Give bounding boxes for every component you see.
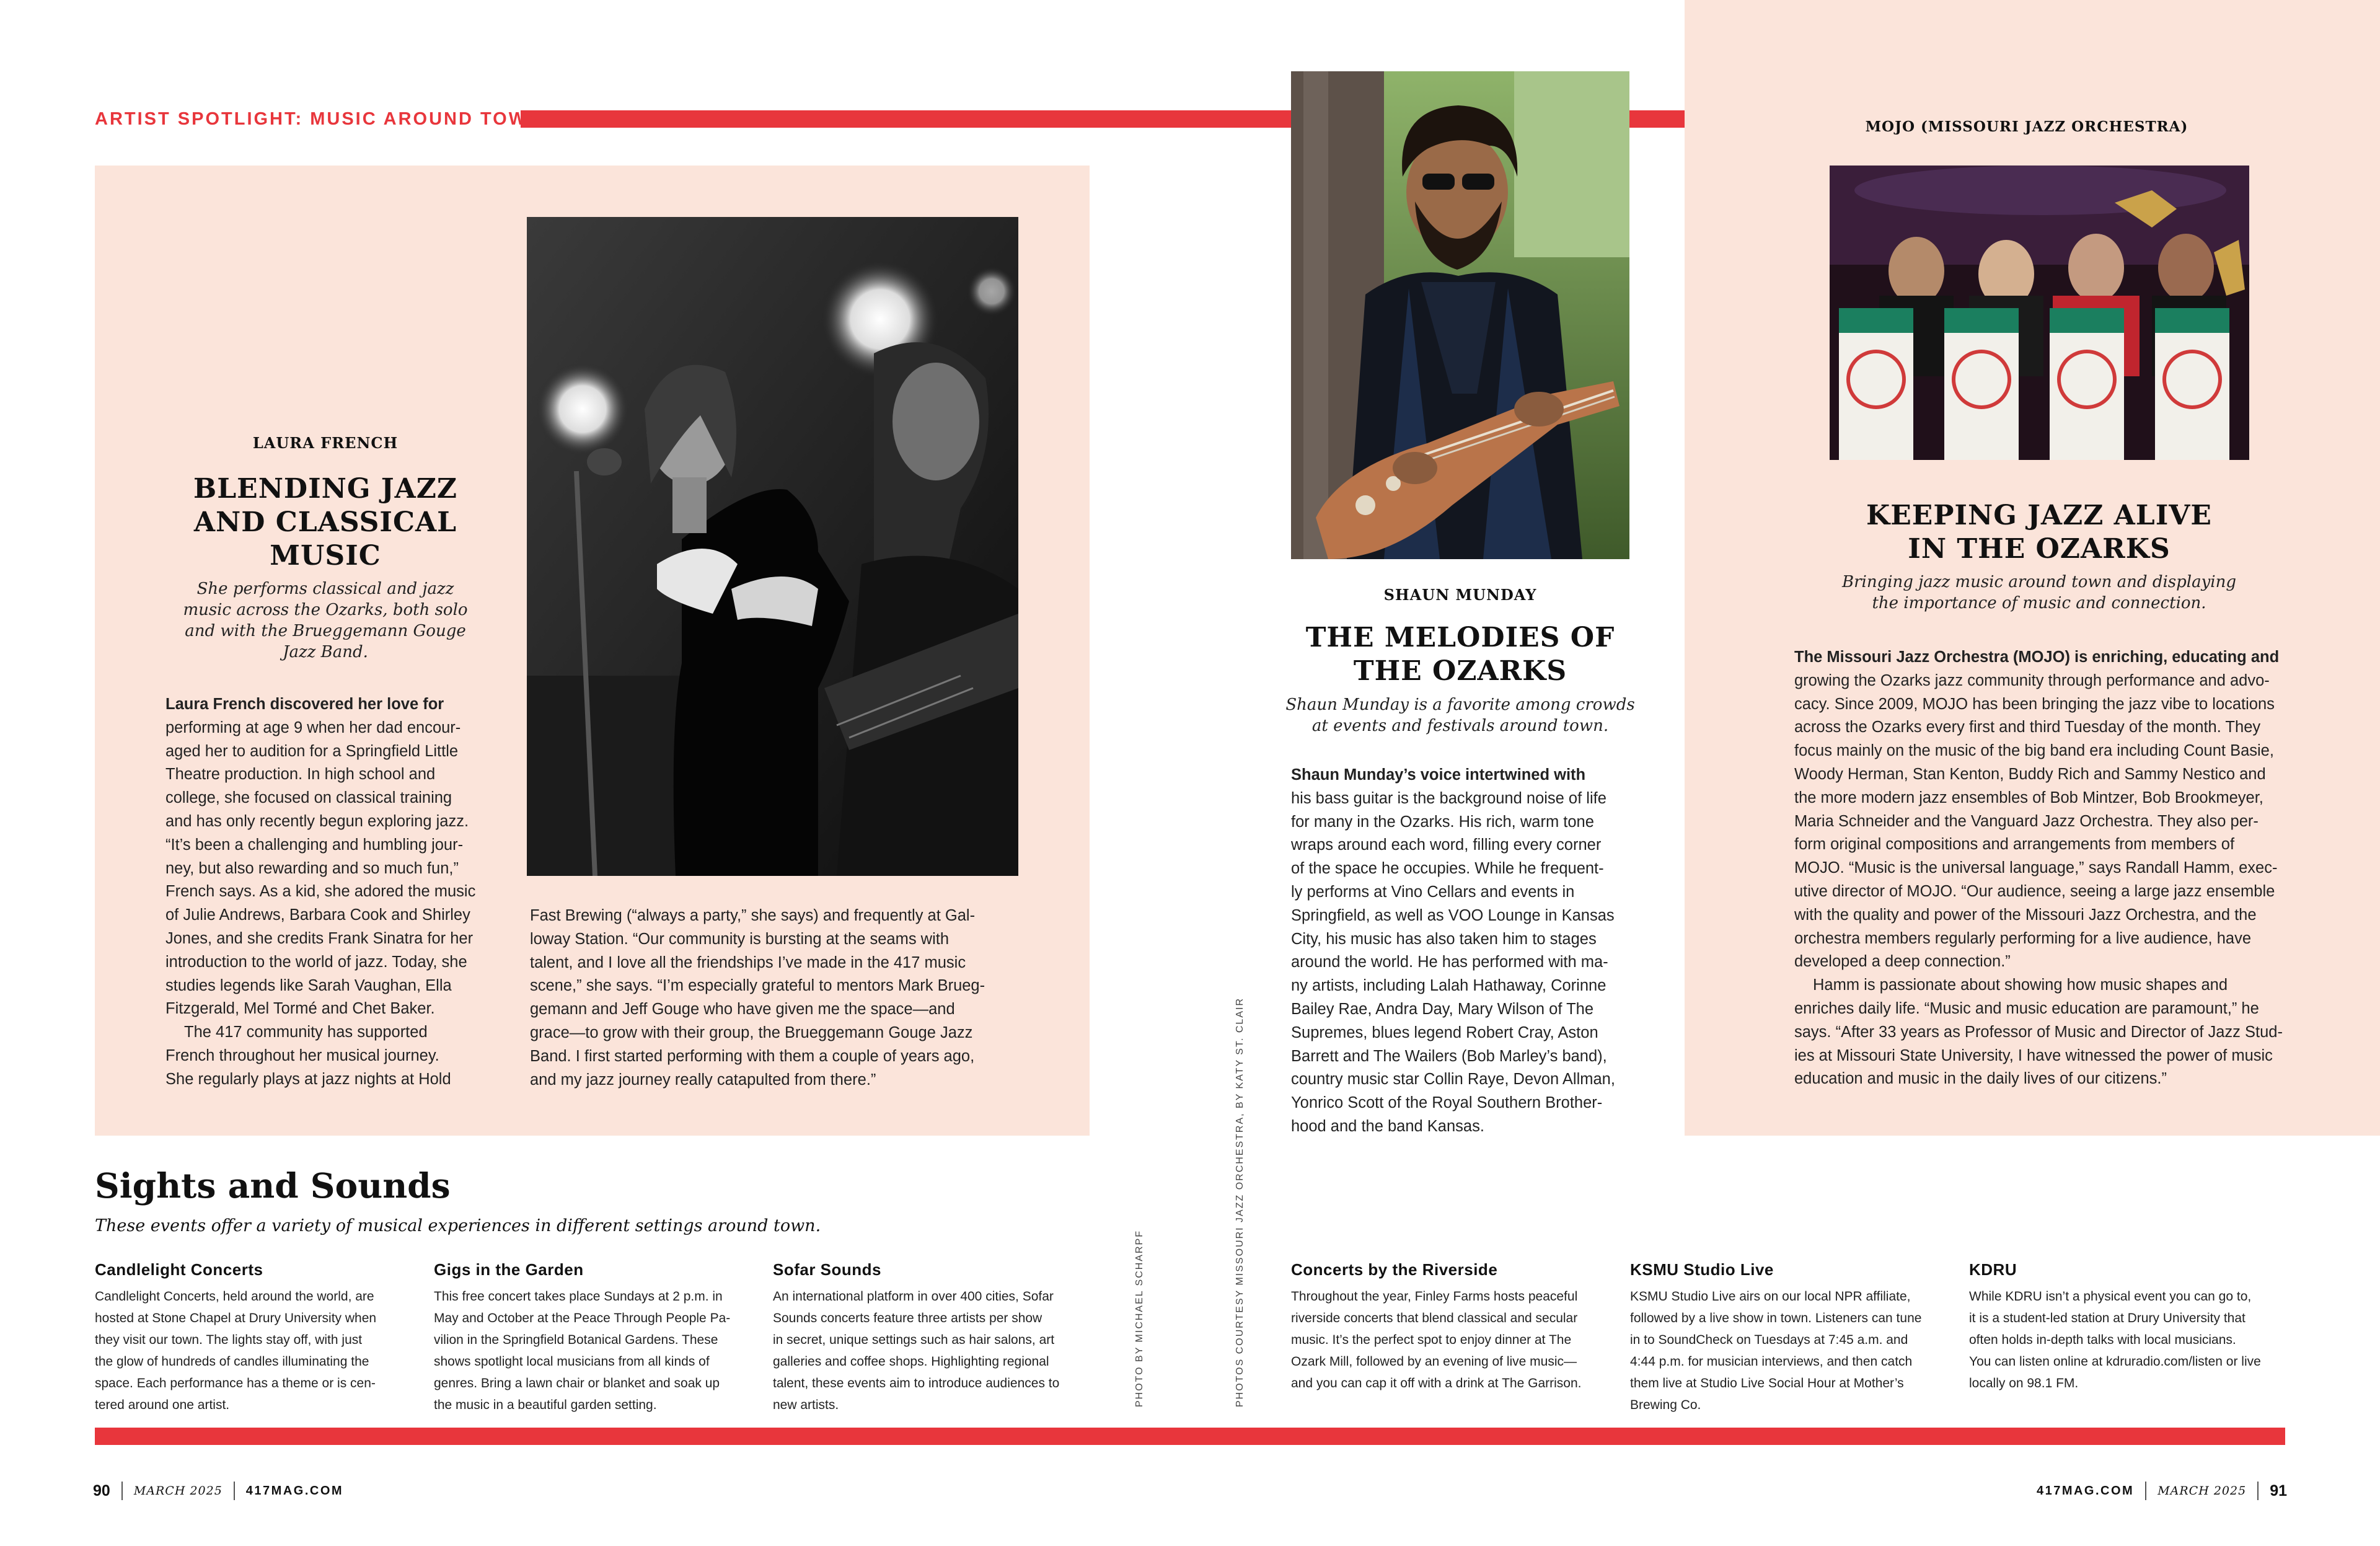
text-line: enriches daily life. “Music and music education are paramount,” he (1794, 999, 2259, 1017)
event-body (1291, 1286, 1613, 1394)
site-right: 417MAG.COM (2036, 1483, 2135, 1498)
laura-dek-line: and with the Brueggemann Gouge (185, 622, 466, 640)
sights-subtitle: These events offer a variety of musical experiences in different settings around town. (95, 1216, 821, 1235)
text-line: across the Ozarks every first and third Tuesday of the month. They (1794, 718, 2261, 736)
text-line: Sounds concerts feature three artists per show (773, 1311, 1042, 1325)
text-line: form original compositions and arrangements from members of (1794, 836, 2235, 854)
folio-divider (121, 1482, 123, 1500)
folio-divider (234, 1482, 235, 1500)
page-number-left: 90 (93, 1482, 110, 1500)
folio-left (93, 1482, 343, 1500)
text-line: introduction to the world of jazz. Today, she (165, 953, 467, 971)
text-line: new artists. (773, 1398, 839, 1412)
text-line: Fast Brewing (“always a party,” she says) and frequently at Gal- (530, 907, 976, 924)
text-line: ney, but also rewarding and so much fun,” (165, 859, 459, 877)
laura-dek-line: music across the Ozarks, both solo (183, 601, 468, 619)
event-title: KSMU Studio Live (1630, 1260, 1774, 1279)
text-line: loway Station. “Our community is bursting at the seams with (530, 930, 950, 948)
event-title: Candlelight Concerts (95, 1260, 263, 1279)
laura-kicker: LAURA FRENCH (252, 434, 399, 452)
text-line: and has only recently begun exploring jazz. (165, 812, 469, 830)
text-line: cacy. Since 2009, MOJO has been bringing the jazz vibe to locations (1794, 695, 2275, 713)
text-line: “It’s been a challenging and humbling jour- (165, 836, 464, 854)
text-line: and you can cap it off with a drink at The Garrison. (1291, 1376, 1582, 1390)
text-line: hosted at Stone Chapel at Drury University when (95, 1311, 377, 1325)
text-line: performing at age 9 when her dad encour- (165, 718, 461, 736)
text-line: Hamm is passionate about showing how music shapes and (1813, 976, 2228, 994)
text-line: She regularly plays at jazz nights at Hold (165, 1070, 451, 1088)
laura-photo-graphic (527, 217, 1018, 876)
text-line: The 417 community has supported (184, 1023, 428, 1041)
mojo-orchestra-photo (1830, 166, 2249, 460)
shaun-lead: Shaun Munday’s voice intertwined with (1291, 766, 1586, 784)
site-left: 417MAG.COM (245, 1483, 344, 1498)
text-line: them live at Studio Live Social Hour at Mother’s (1630, 1376, 1904, 1390)
event-title: Gigs in the Garden (434, 1260, 584, 1279)
text-line: ny artists, including Lalah Hathaway, Corinne (1291, 977, 1606, 995)
text-line: galleries and coffee shops. Highlighting regional (773, 1354, 1049, 1369)
mojo-headline-line-2: IN THE OZARKS (1908, 533, 2171, 565)
laura-headline-line-2: AND CLASSICAL (193, 506, 457, 538)
event-gigs-garden (434, 1260, 756, 1416)
text-line: of Julie Andrews, Barbara Cook and Shirley (165, 906, 470, 924)
text-line: space. Each performance has a theme or is cen- (95, 1376, 376, 1390)
shaun-lines (1291, 787, 1663, 1139)
text-line: Woody Herman, Stan Kenton, Buddy Rich and Sammy Nestico and (1794, 765, 2266, 783)
shaun-munday-photo (1291, 71, 1629, 559)
event-ksmu (1630, 1260, 1952, 1416)
text-line: riverside concerts that blend classical and secular (1291, 1311, 1578, 1325)
event-sofar (773, 1260, 1095, 1416)
photo-credit-left: PHOTO BY MICHAEL SCHARPF (1134, 1230, 1145, 1407)
shaun-dek (1258, 694, 1662, 736)
text-line: gemann and Jeff Gouge who have given me the space—and (530, 1000, 955, 1018)
text-line: utive director of MOJO. “Our audience, seeing a large jazz ensemble (1794, 882, 2275, 900)
text-line: with the quality and power of the Missouri Jazz Orchestra, and the (1794, 906, 2257, 924)
text-line: talent, these events aim to introduce audiences to (773, 1376, 1060, 1390)
mojo-dek-line: the importance of music and connection. (1872, 594, 2206, 612)
event-title: Sofar Sounds (773, 1260, 882, 1279)
sights-title: Sights and Sounds (95, 1165, 451, 1206)
event-body (773, 1286, 1095, 1416)
text-line: genres. Bring a lawn chair or blanket and soak up (434, 1376, 720, 1390)
shaun-photo-graphic (1291, 71, 1629, 559)
text-line: Bailey Rae, Andra Day, Mary Wilson of The (1291, 1000, 1594, 1018)
shaun-body (1291, 764, 1663, 1139)
mojo-dek-line: Bringing jazz music around town and displaying (1842, 573, 2236, 591)
text-line: ies at Missouri State University, I have witnessed the power of music (1794, 1046, 2273, 1064)
mojo-headline-line-1: KEEPING JAZZ ALIVE (1866, 500, 2212, 531)
event-body (1969, 1286, 2291, 1394)
laura-headline-line-3: MUSIC (270, 540, 381, 572)
text-line: Yonrico Scott of the Royal Southern Brother- (1291, 1094, 1603, 1112)
text-line: May and October at the Peace Through People Pa- (434, 1311, 731, 1325)
text-line: says. “After 33 years as Professor of Music and Director of Jazz Stud- (1794, 1023, 2283, 1041)
laura-french-photo (527, 217, 1018, 876)
text-line: shows spotlight local musicians from all kinds of (434, 1354, 710, 1369)
text-line: college, she focused on classical training (165, 789, 452, 807)
text-line: MOJO. “Music is the universal language,” says Randall Hamm, exec- (1794, 859, 2278, 877)
text-line: studies legends like Sarah Vaughan, Ella (165, 976, 452, 994)
text-line: it is a student-led station at Drury University that (1969, 1311, 2246, 1325)
text-line: Theatre production. In high school and (165, 766, 436, 784)
text-line: tered around one artist. (95, 1398, 230, 1412)
text-line: ly performs at Vino Cellars and events in (1291, 883, 1575, 901)
mojo-lead: The Missouri Jazz Orchestra (MOJO) is enriching, educating and (1794, 648, 2280, 666)
issue-date-right: MARCH 2025 (2157, 1484, 2247, 1498)
text-line: French says. As a kid, she adored the music (165, 883, 476, 901)
text-line: country music star Collin Raye, Devon Allman, (1291, 1071, 1615, 1089)
text-line: Jones, and she credits Frank Sinatra for her (165, 929, 474, 947)
text-line: Supremes, blues legend Robert Cray, Aston (1291, 1023, 1598, 1041)
shaun-headline (1258, 621, 1662, 688)
event-candlelight (95, 1260, 417, 1416)
event-riverside (1291, 1260, 1613, 1394)
text-line: followed by a live show in town. Listeners can tune (1630, 1311, 1922, 1325)
mojo-paragraph-1 (1794, 669, 2299, 974)
laura-body-col-1 (165, 693, 503, 1092)
laura-headline-line-1: BLENDING JAZZ (193, 473, 457, 505)
shaun-headline-line-1: THE MELODIES OF (1305, 622, 1615, 653)
text-line: the more modern jazz ensembles of Bob Mintzer, Bob Brookmeyer, (1794, 788, 2263, 806)
mojo-kicker: MOJO (MISSOURI JAZZ ORCHESTRA) (1865, 118, 2188, 135)
event-body (1630, 1286, 1952, 1416)
text-line: they visit our town. The lights stay off, with just (95, 1333, 363, 1347)
text-line: talent, and I love all the friendships I’ve made in the 417 music (530, 953, 966, 971)
page-number-right: 91 (2270, 1482, 2287, 1500)
text-line: 4:44 p.m. for musician interviews, and then catch (1630, 1354, 1913, 1369)
text-line: scene,” she says. “I’m especially grateful to mentors Mark Brueg- (530, 977, 985, 995)
text-line: aged her to audition for a Springfield Little (165, 742, 459, 760)
text-line: While KDRU isn’t a physical event you can go to, (1969, 1289, 2252, 1304)
text-line: in to SoundCheck on Tuesdays at 7:45 a.m. and (1630, 1333, 1908, 1347)
text-line: growing the Ozarks jazz community through performance and advo- (1794, 671, 2270, 689)
text-line: often holds in-depth talks with local musicians. (1969, 1333, 2236, 1347)
text-line: An international platform in over 400 cities, Sofar (773, 1289, 1054, 1304)
issue-date-left: MARCH 2025 (133, 1484, 223, 1498)
text-line: the glow of hundreds of candles illuminating the (95, 1354, 369, 1369)
event-title: KDRU (1969, 1260, 2017, 1279)
shaun-headline-line-2: THE OZARKS (1353, 655, 1567, 687)
text-line: and my jazz journey really catapulted from there.” (530, 1071, 876, 1089)
text-line: Springfield, as well as VOO Lounge in Kansas (1291, 906, 1615, 924)
text-line: hood and the band Kansas. (1291, 1117, 1484, 1135)
text-line: City, his music has also taken him to stages (1291, 930, 1597, 948)
text-line: wraps around each word, filling every corner (1291, 836, 1602, 854)
text-line: for many in the Ozarks. His rich, warm tone (1291, 813, 1594, 831)
text-line: Brewing Co. (1630, 1398, 1701, 1412)
event-kdru (1969, 1260, 2291, 1394)
text-line: Maria Schneider and the Vanguard Jazz Orchestra. They also per- (1794, 812, 2259, 830)
text-line: developed a deep connection.” (1794, 953, 2011, 971)
section-label: ARTIST SPOTLIGHT: MUSIC AROUND TOWN (95, 109, 543, 129)
text-line: the music in a beautiful garden setting. (434, 1398, 657, 1412)
mojo-dek (1828, 572, 2250, 614)
folio-divider (2257, 1482, 2259, 1500)
text-line: focus mainly on the music of the big band era including Count Basie, (1794, 742, 2274, 760)
laura-dek (164, 578, 487, 663)
mojo-paragraph-2 (1794, 974, 2299, 1091)
event-body (434, 1286, 756, 1416)
mojo-photo-graphic (1830, 166, 2249, 460)
laura-col2-lines (530, 904, 1020, 1092)
laura-col1-lines (165, 717, 503, 1021)
laura-dek-line: Jazz Band. (283, 643, 368, 661)
laura-col1b-lines (165, 1021, 503, 1091)
event-body (95, 1286, 417, 1416)
text-line: Fitzgerald, Mel Tormé and Chet Baker. (165, 1000, 435, 1018)
text-line: Ozark Mill, followed by an evening of live music— (1291, 1354, 1577, 1369)
laura-dek-line: She performs classical and jazz (196, 580, 454, 598)
text-line: education and music in the daily lives of our citizens.” (1794, 1070, 2167, 1088)
photo-credit-right: PHOTOS COURTESY MISSOURI JAZZ ORCHESTRA, BY KATY ST. CLAIR (1235, 997, 1245, 1407)
folio-divider (2145, 1482, 2146, 1500)
footer-rule (95, 1428, 2285, 1445)
text-line: around the world. He has performed with ma- (1291, 953, 1608, 971)
mojo-headline (1828, 499, 2250, 566)
text-line: You can listen online at kdruradio.com/listen or live (1969, 1354, 2261, 1369)
shaun-dek-line: Shaun Munday is a favorite among crowds (1285, 696, 1635, 714)
text-line: locally on 98.1 FM. (1969, 1376, 2079, 1390)
text-line: French throughout her musical journey. (165, 1046, 439, 1064)
text-line: grace—to grow with their group, the Brueggemann Gouge Jazz (530, 1023, 973, 1041)
text-line: vilion in the Springfield Botanical Gardens. These (434, 1333, 718, 1347)
text-line: Throughout the year, Finley Farms hosts peaceful (1291, 1289, 1578, 1304)
shaun-kicker: SHAUN MUNDAY (1383, 586, 1537, 604)
mojo-body (1794, 646, 2299, 1091)
text-line: Barrett and The Wailers (Bob Marley’s band), (1291, 1047, 1607, 1065)
text-line: his bass guitar is the background noise of life (1291, 789, 1606, 807)
folio-right (2037, 1482, 2287, 1500)
event-title: Concerts by the Riverside (1291, 1260, 1498, 1279)
text-line: in secret, unique settings such as hair salons, art (773, 1333, 1055, 1347)
text-line: orchestra members regularly performing for a live audience, have (1794, 929, 2252, 947)
shaun-dek-line: at events and festivals around town. (1311, 717, 1609, 735)
text-line: This free concert takes place Sundays at 2 p.m. in (434, 1289, 723, 1304)
text-line: KSMU Studio Live airs on our local NPR affiliate, (1630, 1289, 1911, 1304)
laura-body-col-2 (530, 904, 1020, 1092)
laura-headline (164, 472, 487, 573)
text-line: Band. I first started performing with them a couple of years ago, (530, 1047, 975, 1065)
text-line: Candlelight Concerts, held around the world, are (95, 1289, 374, 1304)
text-line: music. It’s the perfect spot to enjoy dinner at The (1291, 1333, 1572, 1347)
laura-lead: Laura French discovered her love for (165, 696, 444, 713)
text-line: of the space he occupies. While he frequent- (1291, 860, 1604, 878)
